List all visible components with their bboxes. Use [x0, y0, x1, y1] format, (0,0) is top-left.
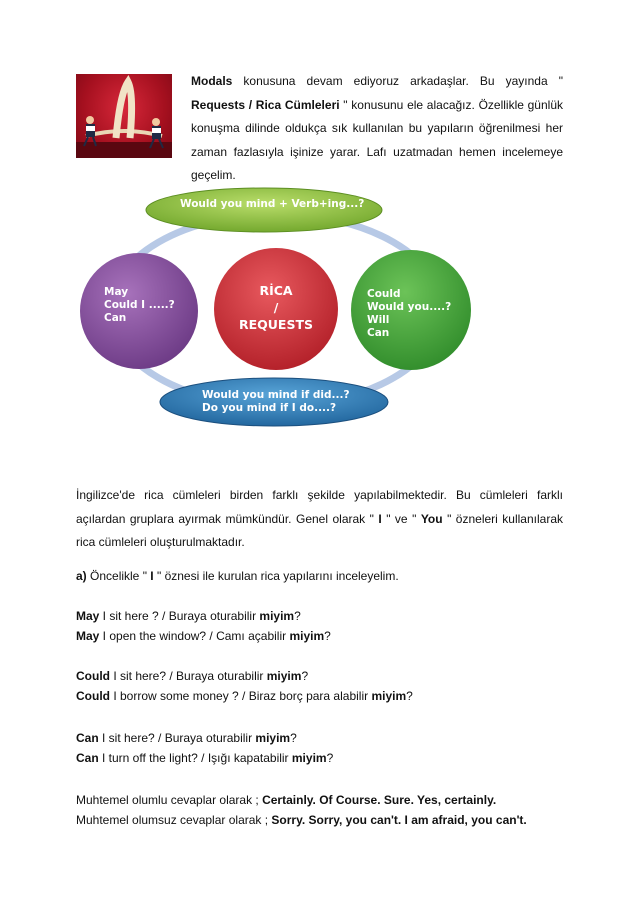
section-a-label: a) — [76, 569, 87, 583]
negative-answers — [76, 812, 527, 828]
example-end: ? — [290, 731, 297, 745]
example-modal: May — [76, 629, 100, 643]
left-node-line: Could I .....? — [104, 299, 175, 311]
example-text: I turn off the light? / Işığı kapatabilir — [98, 751, 292, 765]
left-node-labels — [104, 286, 175, 325]
left-node-line: Can — [104, 312, 127, 324]
bottom-node-line: Would you mind if did...? — [202, 389, 350, 401]
intro-text-2: " konusunu ele alacağız. Özellikle günlük konuşma dilinde oldukça sık kullanılan bu yapıların öğrenilmesi her zaman fazlasıyla işinize yarar. Lafı uzatmadan hemen incelemeye geçelim. — [191, 97, 563, 183]
left-node-line: May — [104, 286, 129, 298]
right-node-line: Could — [367, 288, 401, 300]
para2-bold-You: You — [420, 511, 443, 526]
example-sentence — [76, 628, 331, 644]
example-text: I open the window? / Camı açabilir — [99, 629, 290, 643]
example-end: ? — [324, 629, 331, 643]
right-node-line: Can — [367, 327, 390, 339]
example-end: ? — [406, 689, 413, 703]
body-paragraph — [76, 484, 563, 555]
center-node-labels — [226, 282, 326, 333]
example-sentence — [76, 730, 297, 746]
center-node-line: REQUESTS — [238, 317, 313, 332]
example-sentence — [76, 688, 413, 704]
example-end: ? — [294, 609, 301, 623]
para2-text-3: " özneleri kullanılarak rica cümleleri oluşturulmaktadır. — [76, 511, 563, 550]
top-node-label: Would you mind + Verb+ing...? — [180, 198, 365, 210]
negative-values: Sorry. Sorry, you can't. I am afraid, you can't. — [271, 813, 527, 827]
example-text: I borrow some money ? / Biraz borç para alabilir — [110, 689, 372, 703]
para2-text-1: İngilizce'de rica cümleleri birden farklı şekilde yapılabilmektedir. Bu cümleleri farklı açılardan gruplara ayırmak mümkündür. Genel olarak " — [76, 488, 563, 526]
example-modal: Can — [76, 751, 99, 765]
para2-text-2: " ve " — [381, 511, 421, 526]
positive-answers — [76, 792, 496, 808]
right-node-line: Will — [367, 314, 390, 326]
example-modal: May — [76, 609, 100, 623]
bottom-node-line: Do you mind if I do....? — [202, 402, 337, 414]
tug-of-war-illustration — [76, 74, 172, 158]
section-a-bold: I — [150, 569, 154, 583]
example-sentence — [76, 668, 308, 684]
example-miyim: miyim — [289, 629, 325, 643]
intro-bold-requests: Requests / Rica Cümleleri — [191, 97, 340, 112]
requests-diagram — [80, 186, 480, 436]
intro-bold-modals: Modals — [191, 74, 233, 88]
section-a-heading — [76, 568, 399, 584]
example-text: I sit here? / Buraya oturabilir — [98, 731, 256, 745]
positive-label: Muhtemel olumlu cevaplar olarak ; — [76, 793, 263, 807]
example-sentence — [76, 608, 301, 624]
bottom-node-labels — [202, 389, 350, 415]
intro-paragraph — [191, 70, 563, 188]
positive-values: Certainly. Of Course. Sure. Yes, certainly. — [262, 793, 497, 807]
example-text: I sit here ? / Buraya oturabilir — [99, 609, 260, 623]
example-miyim: miyim — [291, 751, 327, 765]
right-node-labels — [367, 288, 451, 340]
tug-of-war-icon — [76, 74, 172, 158]
negative-label: Muhtemel olumsuz cevaplar olarak ; — [76, 813, 272, 827]
center-node-line: / — [273, 300, 279, 315]
section-a-text-1: Öncelikle " — [86, 569, 151, 583]
right-node-line: Would you....? — [367, 301, 452, 313]
example-end: ? — [326, 751, 334, 765]
example-modal: Could — [76, 669, 110, 683]
section-a-text-2: " öznesi ile kurulan rica yapılarını inceleyelim. — [153, 569, 399, 583]
para2-bold-I: I — [378, 511, 382, 526]
example-miyim: miyim — [371, 689, 407, 703]
center-node-line: RİCA — [259, 283, 293, 298]
example-text: I sit here? / Buraya oturabilir — [110, 669, 267, 683]
example-end: ? — [301, 669, 309, 683]
intro-text-1: konusuna devam ediyoruz arkadaşlar. Bu yayında " — [232, 74, 563, 88]
example-miyim: miyim — [255, 731, 291, 745]
example-modal: Could — [76, 689, 110, 703]
example-sentence — [76, 750, 333, 766]
example-miyim: miyim — [266, 669, 302, 683]
example-miyim: miyim — [259, 609, 295, 623]
example-modal: Can — [76, 731, 99, 745]
